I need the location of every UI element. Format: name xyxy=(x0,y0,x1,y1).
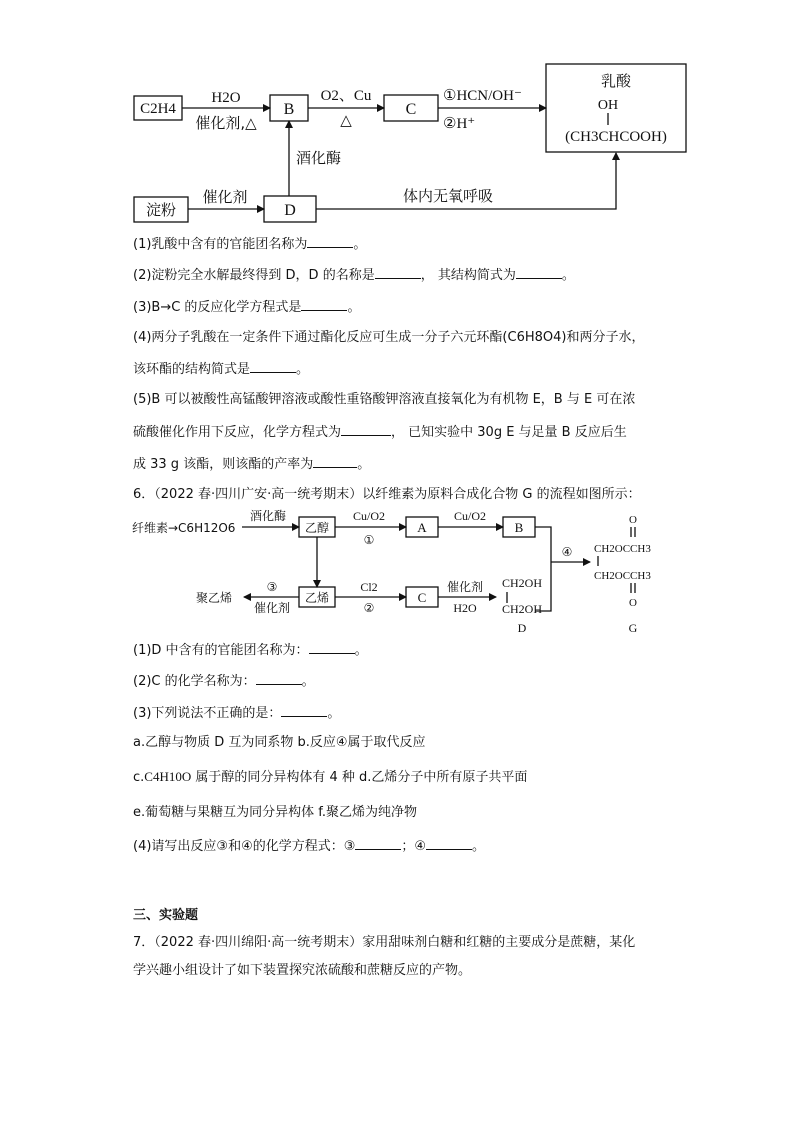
h2o2-label: H2O xyxy=(453,601,477,615)
answer-blank[interactable] xyxy=(281,704,327,717)
ethylene-label: 乙烯 xyxy=(304,591,330,605)
q6-part3-end: 。 xyxy=(327,706,341,721)
q6-part1-text: (1)D 中含有的官能团名称为： xyxy=(133,643,309,658)
h2o-label: H2O xyxy=(211,90,241,106)
q5-part3-end: 。 xyxy=(347,300,361,315)
q5-part4-line1 xyxy=(133,330,644,346)
g-bottom-o: O xyxy=(629,597,637,609)
q6-options-cd xyxy=(133,769,527,786)
q5-part1-text: (1)乳酸中含有的官能团名称为 xyxy=(133,237,308,252)
q5-part5-text3: 成 33 g 该酯，则该酯的产率为 xyxy=(133,457,314,472)
q7-text1: 7．（2022 春·四川绵阳·高一统考期末）家用甜味剂白糖和红糖的主要成分是蔗糖，某化 xyxy=(133,935,636,950)
o2cu-label: O2、Cu xyxy=(320,88,372,104)
q5-part4-end: 。 xyxy=(296,362,310,377)
q5-part1-end: 。 xyxy=(353,237,367,252)
q5-part2-end: 。 xyxy=(561,268,575,283)
q5-part2-mid: ， 其结构简式为 xyxy=(420,268,516,283)
q6-part1 xyxy=(133,641,368,659)
g-line1: CH2OCCH3 xyxy=(594,543,651,555)
anaerobic-label: 体内无氧呼吸 xyxy=(402,187,494,205)
compound-g-flowchart xyxy=(132,508,651,635)
lactic-formula: (CH3CHCOOH) xyxy=(565,129,667,145)
g-top-o: O xyxy=(629,514,637,526)
q5-part5-line1 xyxy=(133,392,635,408)
catalyst-label: 催化剂 xyxy=(202,188,248,206)
q7-line1 xyxy=(133,935,635,951)
answer-blank[interactable] xyxy=(309,641,355,654)
q5-part3 xyxy=(133,298,360,316)
cat-heat-label: 催化剂,△ xyxy=(195,114,257,132)
d-line2: CH2OH xyxy=(502,602,543,616)
q5-part5-text2: 硫酸催化作用下反应，化学方程式为 xyxy=(133,425,342,440)
q5-part5-line2 xyxy=(133,423,627,441)
q5-part1 xyxy=(133,235,366,253)
bracket-b-d xyxy=(535,527,551,611)
q6-part1-end: 。 xyxy=(354,643,368,658)
jiuhuamei2-label: 酒化酶 xyxy=(249,509,287,523)
q6-part4-end: 。 xyxy=(472,839,486,854)
q5-part5-mid: ， 已知实验中 30g E 与足量 B 反应后生 xyxy=(391,425,627,440)
d2-label: D xyxy=(517,621,527,635)
q6-part4 xyxy=(133,837,485,855)
answer-blank[interactable] xyxy=(301,298,347,311)
q6-option-c-formula: C4H10O xyxy=(144,769,192,784)
q7-text2: 学兴趣小组设计了如下装置探究浓硫酸和蔗糖反应的产物。 xyxy=(133,963,472,978)
q6-options-ef-text: e.葡萄糖与果糖互为同分异构体 f.聚乙烯为纯净物 xyxy=(133,805,418,820)
c2h4-label: C2H4 xyxy=(140,101,176,117)
q6-part3-text: (3)下列说法不正确的是： xyxy=(133,706,282,721)
q6-part4-text: (4)请写出反应③和④的化学方程式：③ xyxy=(133,839,356,854)
polyethylene-label: 聚乙烯 xyxy=(196,591,233,605)
q6-header xyxy=(133,487,641,503)
cuo2-label-2: Cu/O2 xyxy=(453,509,487,523)
q5-part3-text: (3)B→C 的反应化学方程式是 xyxy=(133,300,302,315)
q6-part2 xyxy=(133,672,315,690)
q5-part4-line2 xyxy=(133,360,309,378)
q6-options-ab-text: a.乙醇与物质 D 互为同系物 b.反应④属于取代反应 xyxy=(133,735,426,750)
answer-blank[interactable] xyxy=(307,235,353,248)
answer-blank[interactable] xyxy=(426,837,472,850)
q5-part2-text: (2)淀粉完全水解最终得到 D，D 的名称是 xyxy=(133,268,375,283)
lactic-acid-flowchart xyxy=(134,64,686,222)
q6-part3 xyxy=(133,704,340,722)
ethanol-label: 乙醇 xyxy=(304,521,330,535)
c-label: C xyxy=(405,101,417,118)
heat-label: △ xyxy=(340,111,352,129)
d-line1: CH2OH xyxy=(502,576,543,590)
b2-label: B xyxy=(514,520,524,535)
answer-blank[interactable] xyxy=(256,672,302,685)
q5-part2 xyxy=(133,266,575,284)
q6-options-ab xyxy=(133,735,426,751)
answer-blank[interactable] xyxy=(313,455,357,468)
catalyst2-label: 催化剂 xyxy=(253,601,291,615)
answer-blank[interactable] xyxy=(250,360,296,373)
catalyst3-label: 催化剂 xyxy=(446,580,484,594)
answer-blank[interactable] xyxy=(516,266,562,279)
step2-label: ②H⁺ xyxy=(443,116,476,132)
q5-part5-line3 xyxy=(133,455,370,473)
q7-line2 xyxy=(133,963,471,979)
circle4-label: ④ xyxy=(561,545,573,559)
circle1-label: ① xyxy=(363,533,375,547)
g-line2: CH2OCCH3 xyxy=(594,570,651,582)
d-label: D xyxy=(284,202,296,219)
cuo2-label-1: Cu/O2 xyxy=(352,509,386,523)
cl2-label: Cl2 xyxy=(360,580,378,594)
q6-part2-end: 。 xyxy=(301,674,315,689)
lactic-title: 乳酸 xyxy=(600,72,632,90)
starch-label: 淀粉 xyxy=(145,201,177,219)
circle2-label: ② xyxy=(363,601,375,615)
q6-part4-mid: ；④ xyxy=(401,839,427,854)
b-label: B xyxy=(283,101,295,118)
q5-part5-text: (5)B 可以被酸性高锰酸钾溶液或酸性重铬酸钾溶液直接氧化为有机物 E，B 与 E 可在浓 xyxy=(133,392,636,407)
q5-part4-text2: 该环酯的结构简式是 xyxy=(133,362,251,377)
a-label: A xyxy=(417,520,427,535)
q6-options-cd-text: 属于醇的同分异构体有 4 种 d.乙烯分子中所有原子共平面 xyxy=(191,770,528,785)
cellulose-label: 纤维素→C6H12O6 xyxy=(132,521,236,535)
jiuhuamei-label: 酒化酶 xyxy=(296,149,342,167)
answer-blank[interactable] xyxy=(355,837,401,850)
answer-blank[interactable] xyxy=(375,266,421,279)
q5-part4-text: (4)两分子乳酸在一定条件下通过酯化反应可生成一分子六元环酯(C6H8O4)和两分子水， xyxy=(133,330,645,345)
lactic-oh: OH xyxy=(597,98,619,113)
answer-blank[interactable] xyxy=(341,423,391,436)
q6-option-c-prefix: c. xyxy=(133,770,145,785)
q6-options-ef xyxy=(133,805,417,821)
q5-part5-end: 。 xyxy=(357,457,371,472)
circle3-label: ③ xyxy=(266,580,278,594)
c2-label: C xyxy=(417,590,427,605)
q6-part2-text: (2)C 的化学名称为： xyxy=(133,674,256,689)
step1-label: ①HCN/OH⁻ xyxy=(443,88,522,104)
section-title: 三、实验题 xyxy=(133,908,199,923)
q6-header-text: 6．（2022 春·四川广安·高一统考期末）以纤维素为原料合成化合物 G 的流程如图所示： xyxy=(133,487,641,502)
g-label: G xyxy=(628,621,638,635)
